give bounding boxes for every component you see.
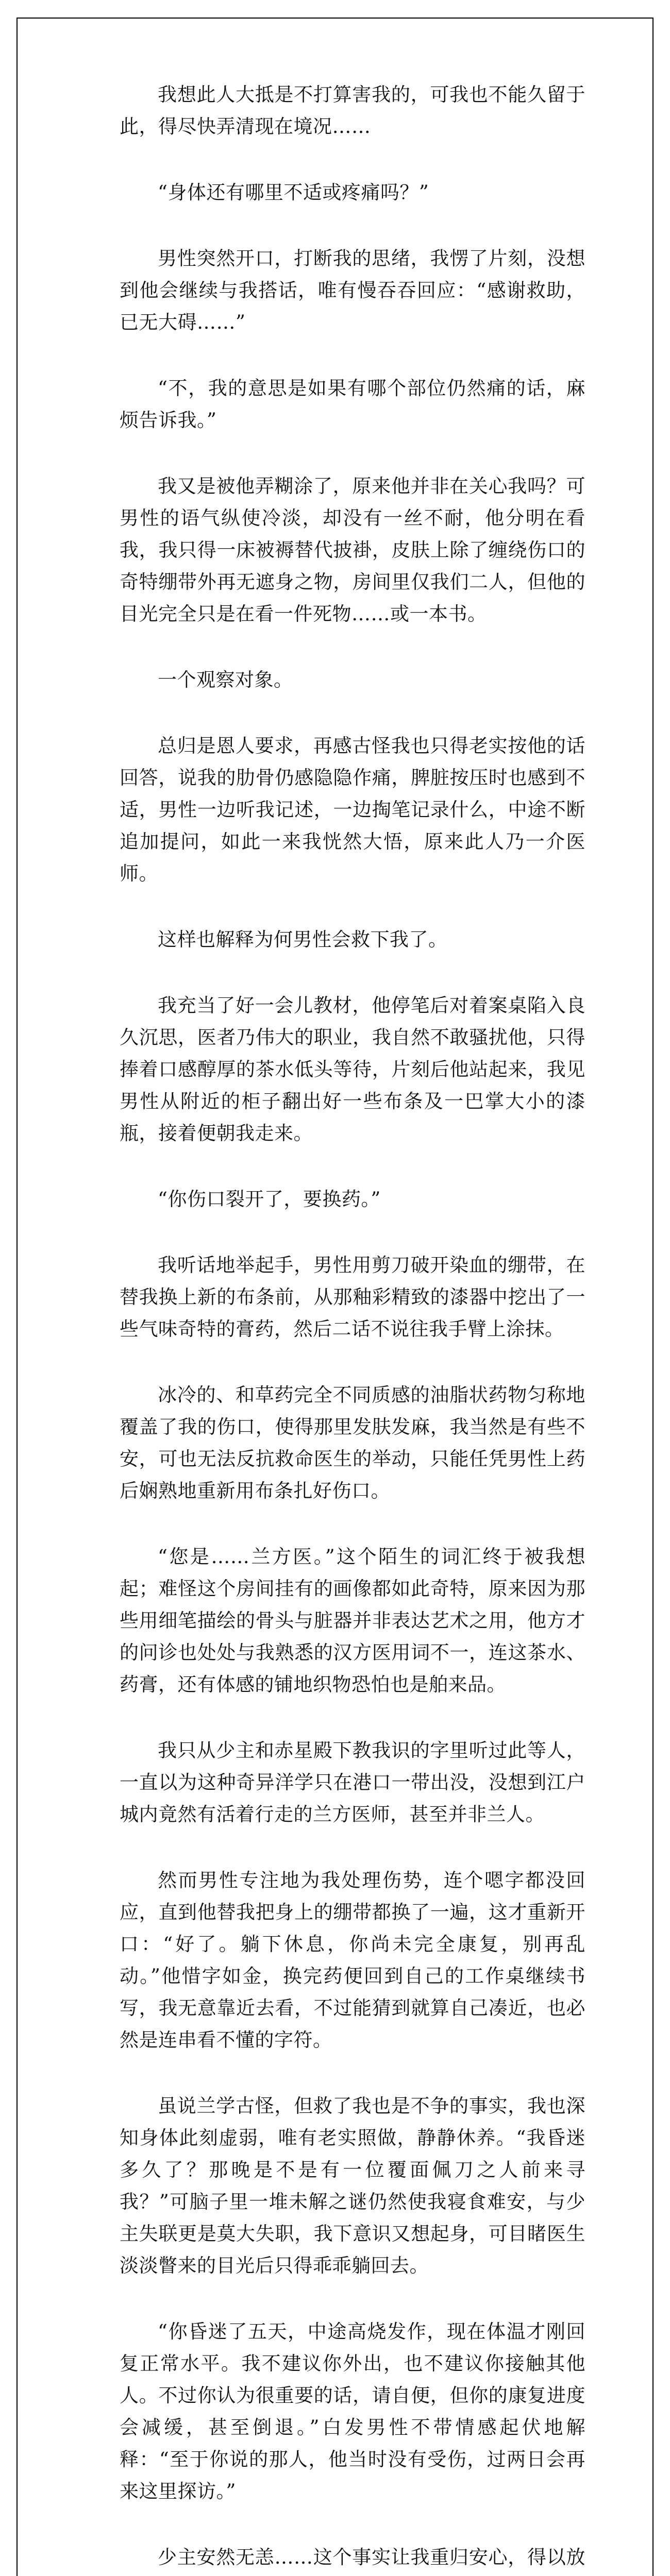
paragraph: 然而男性专注地为我处理伤势，连个嗯字都没回应，直到他替我把身上的绷带都换了一遍，这才重新开口：“好了。躺下休息，你尚未完全康复，别再乱动。”他惜字如金，换完药便回到自己的工作桌继续书写，我无意靠近去看，不过能猜到就算自己凑近，也必然是连串看不懂的字符。 [120,1869,585,2051]
paragraph: “不，我的意思是如果有哪个部位仍然痛的话，麻烦告诉我。” [120,377,585,431]
paragraph: 总归是恩人要求，再感古怪我也只得老实按他的话回答，说我的肋骨仍感隐隐作痛，脾脏按压时也感到不适，男性一边听我记述，一边掏笔记录什么，中途不断追加提问，如此一来我恍然大悟，原来此人乃一介医师。 [120,735,585,885]
document-body [120,79,585,2576]
paragraph: 少主安然无恙……这个事实让我重归安心，得以放 [158,2546,585,2568]
paragraph: 我听话地举起手，男性用剪刀破开染血的绷带，在替我换上新的布条前，从那釉彩精致的漆器中挖出了一些气味奇特的膏药，然后二话不说往我手臂上涂抹。 [120,1254,585,1340]
paragraph: 我充当了好一会儿教材，他停笔后对着案桌陷入良久沉思，医者乃伟大的职业，我自然不敢骚扰他，只得捧着口感醇厚的茶水低头等待，片刻后他站起来，我见男性从附近的柜子翻出好一些布条及一巴掌大小的漆瓶，接着便朝我走来。 [120,994,585,1144]
paragraph: 我想此人大抵是不打算害我的，可我也不能久留于此，得尽快弄清现在境况…… [120,83,585,138]
paragraph: 冰冷的、和草药完全不同质感的油脂状药物匀称地覆盖了我的伤口，使得那里发肤发麻，我当然是有些不安，可也无法反抗救命医生的举动，只能任凭男性上药后娴熟地重新用布条扎好伤口。 [120,1384,585,1502]
paragraph: 虽说兰学古怪，但救了我也是不争的事实，我也深知身体此刻虚弱，唯有老实照做，静静休养。“我昏迷多久了？那晚是不是有一位覆面佩刀之人前来寻我？”可脑子里一堆未解之谜仍然使我寝食难安，与少主失联更是莫大失职，我下意识又想起身，可目睹医生淡淡瞥来的目光后只得乖乖躺回去。 [120,2095,585,2277]
paragraph: “你昏迷了五天，中途高烧发作，现在体温才刚回复正常水平。我不建议你外出，也不建议你接触其他人。不过你认为很重要的话，请自便，但你的康复进度会减缓，甚至倒退。”白发男性不带情感起伏地解释：“至于你说的那人，他当时没有受伤，过两日会再来这里探访。” [120,2320,585,2502]
paragraph: “您是……兰方医。”这个陌生的词汇终于被我想起；难怪这个房间挂有的画像都如此奇特，原来因为那些用细笔描绘的骨头与脏器并非表达艺术之用，他方才的问诊也处处与我熟悉的汉方医用词不一，连这茶水、药膏，还有体感的铺地织物恐怕也是舶来品。 [120,1546,585,1696]
paragraph: 这样也解释为何男性会救下我了。 [158,928,448,951]
paragraph: 我只从少主和赤星殿下教我识的字里听过此等人，一直以为这种奇异洋学只在港口一带出没，没想到江户城内竟然有活着行走的兰方医师，甚至并非兰人。 [120,1739,585,1825]
paragraph: 一个观察对象。 [158,669,293,691]
paragraph: 我又是被他弄糊涂了，原来他并非在关心我吗？可男性的语气纵使冷淡，却没有一丝不耐，他分明在看我，我只得一床被褥替代披褂，皮肤上除了缠绕伤口的奇特绷带外再无遮身之物，房间里仅我们二人，但他的目光完全只是在看一件死物……或一本书。 [120,475,585,625]
paragraph: “你伤口裂开了，要换药。” [158,1188,381,1210]
document-page [16,18,654,2576]
paragraph: “身体还有哪里不适或疼痛吗？” [158,181,429,204]
paragraph: 男性突然开口，打断我的思绪，我愣了片刻，没想到他会继续与我搭话，唯有慢吞吞回应：“感谢救助，已无大碍……” [120,247,585,333]
